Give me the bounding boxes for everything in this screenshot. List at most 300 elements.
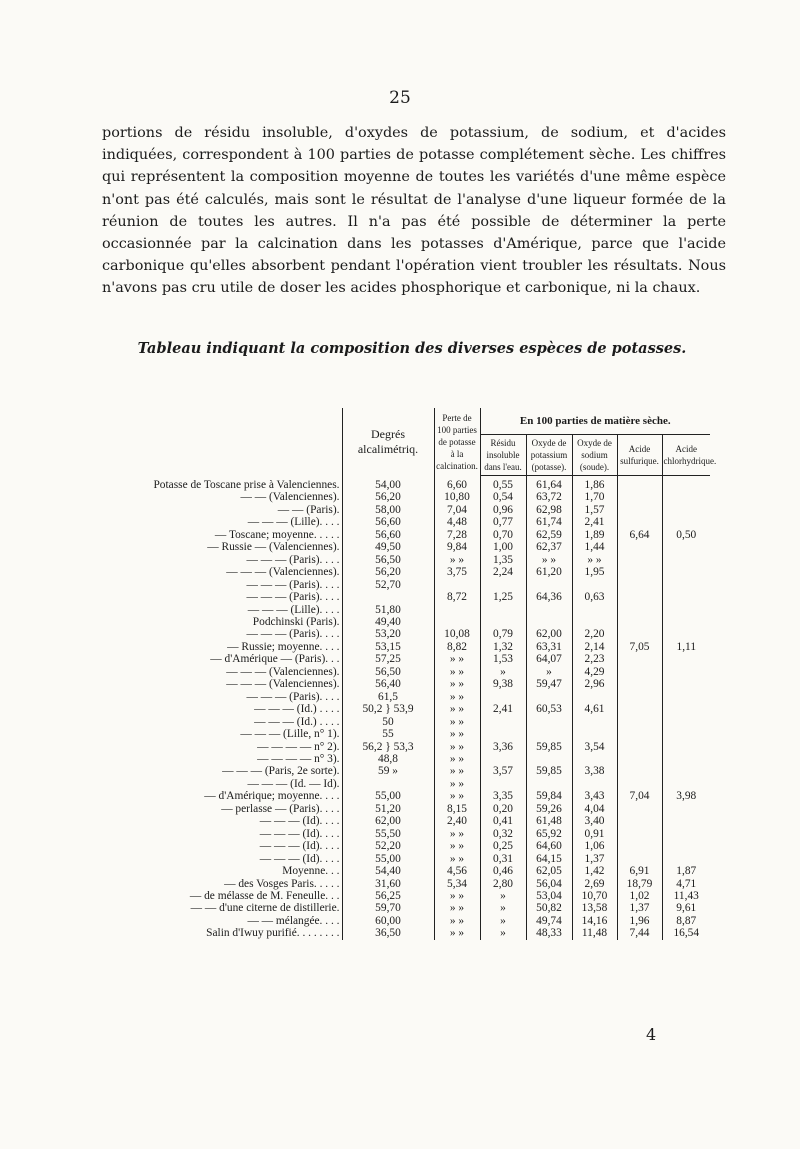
cell-oxyde-sodium: 2,14: [572, 641, 617, 653]
row-label: — — — (Id). . . .: [259, 840, 340, 853]
cell-degres: 54,40: [342, 865, 434, 877]
cell-perte: 3,75: [434, 566, 480, 578]
cell-degres: 56,40: [342, 678, 434, 690]
cell-acide-sulfurique: [617, 840, 662, 852]
cell-residu: 3,36: [480, 741, 526, 753]
cell-degres: 54,00: [342, 476, 434, 492]
cell-perte: [434, 579, 480, 591]
cell-degres: 50: [342, 716, 434, 728]
cell-residu: 1,35: [480, 554, 526, 566]
cell-acide-chlorhydrique: 0,50: [662, 529, 710, 541]
table-row: [105, 516, 710, 528]
row-label: — — — (Id). . . .: [259, 827, 340, 840]
cell-oxyde-sodium: 14,16: [572, 915, 617, 927]
cell-perte: » »: [434, 753, 480, 765]
cell-oxyde-sodium: 1,06: [572, 840, 617, 852]
cell-degres: 56,20: [342, 566, 434, 578]
table-row: [105, 865, 710, 877]
cell-acide-sulfurique: [617, 803, 662, 815]
cell-perte: » »: [434, 653, 480, 665]
cell-perte: » »: [434, 765, 480, 777]
cell-acide-chlorhydrique: [662, 765, 710, 777]
cell-acide-chlorhydrique: [662, 803, 710, 815]
cell-degres: 58,00: [342, 504, 434, 516]
cell-perte: 8,72: [434, 591, 480, 603]
cell-oxyde-potassium: 63,72: [526, 491, 572, 503]
table-row: [105, 566, 710, 578]
header-degres: Degrés alcalimétriq.: [342, 408, 434, 476]
cell-residu: 0,20: [480, 803, 526, 815]
row-label: Podchinski (Paris).: [252, 615, 340, 628]
cell-oxyde-sodium: 1,37: [572, 853, 617, 865]
cell-acide-sulfurique: [617, 753, 662, 765]
cell-degres: 56,2 } 53,3: [342, 741, 434, 753]
cell-degres: 62,00: [342, 815, 434, 827]
cell-oxyde-potassium: 64,60: [526, 840, 572, 852]
cell-acide-sulfurique: 1,37: [617, 902, 662, 914]
cell-residu: »: [480, 902, 526, 914]
cell-acide-sulfurique: [617, 828, 662, 840]
cell-perte: 9,84: [434, 541, 480, 553]
cell-residu: [480, 579, 526, 591]
cell-degres: 52,70: [342, 579, 434, 591]
cell-residu: 0,25: [480, 840, 526, 852]
cell-acide-chlorhydrique: [662, 666, 710, 678]
cell-perte: 7,04: [434, 504, 480, 516]
cell-perte: 5,34: [434, 878, 480, 890]
cell-degres: 36,50: [342, 927, 434, 939]
cell-degres: 59,70: [342, 902, 434, 914]
table-title: Tableau indiquant la composition des diverses espèces de potasses.: [137, 340, 687, 357]
row-label: Potasse de Toscane prise à Valenciennes.: [153, 479, 340, 491]
table-row: [105, 616, 710, 628]
cell-acide-chlorhydrique: 16,54: [662, 927, 710, 939]
row-label: — — — (Id.) . . . .: [254, 703, 340, 716]
cell-perte: 8,82: [434, 641, 480, 653]
row-label: — — — — n° 3).: [257, 752, 340, 765]
cell-oxyde-potassium: [526, 691, 572, 703]
cell-degres: 48,8: [342, 753, 434, 765]
cell-oxyde-potassium: 59,47: [526, 678, 572, 690]
cell-oxyde-sodium: 1,44: [572, 541, 617, 553]
cell-residu: 1,25: [480, 591, 526, 603]
cell-oxyde-potassium: [526, 616, 572, 628]
cell-residu: 1,53: [480, 653, 526, 665]
row-label: — — — (Id. — Id).: [247, 777, 340, 790]
cell-perte: 2,40: [434, 815, 480, 827]
cell-oxyde-sodium: 4,61: [572, 703, 617, 715]
table-row: [105, 927, 710, 939]
row-label: — Russie — (Valenciennes).: [207, 541, 340, 554]
table-row: [105, 790, 710, 802]
row-label: — — — (Id). . . .: [259, 815, 340, 828]
cell-oxyde-sodium: 4,29: [572, 666, 617, 678]
row-label: — Russie; moyenne. . . .: [227, 640, 340, 653]
cell-oxyde-sodium: [572, 604, 617, 616]
header-oxyde-potassium: Oxyde de potassium (potasse).: [526, 435, 572, 476]
cell-residu: [480, 616, 526, 628]
header-oxyde-sodium: Oxyde de sodium (soude).: [572, 435, 617, 476]
cell-degres: 51,20: [342, 803, 434, 815]
row-label: — — (Valenciennes).: [240, 491, 340, 504]
cell-oxyde-sodium: 11,48: [572, 927, 617, 939]
cell-acide-sulfurique: [617, 579, 662, 591]
cell-acide-sulfurique: 6,64: [617, 529, 662, 541]
cell-residu: 0,70: [480, 529, 526, 541]
row-label: — — — (Valenciennes).: [226, 566, 340, 579]
folio: 4: [646, 1025, 657, 1044]
row-label: — perlasse — (Paris). . . .: [221, 802, 340, 815]
table-row: [105, 803, 710, 815]
cell-acide-sulfurique: [617, 591, 662, 603]
cell-oxyde-sodium: 13,58: [572, 902, 617, 914]
table-row: [105, 604, 710, 616]
cell-degres: 49,40: [342, 616, 434, 628]
cell-perte: » »: [434, 828, 480, 840]
cell-oxyde-sodium: 0,63: [572, 591, 617, 603]
label-header-blank: [105, 408, 342, 476]
cell-oxyde-sodium: 10,70: [572, 890, 617, 902]
cell-oxyde-sodium: 0,91: [572, 828, 617, 840]
cell-oxyde-sodium: [572, 728, 617, 740]
cell-acide-sulfurique: 1,96: [617, 915, 662, 927]
cell-oxyde-sodium: [572, 778, 617, 790]
table-row: [105, 529, 710, 541]
table-row: [105, 703, 710, 715]
header-perte: Perte de 100 parties de potasse à la calcination.: [434, 408, 480, 476]
cell-residu: 9,38: [480, 678, 526, 690]
cell-acide-sulfurique: 7,05: [617, 641, 662, 653]
cell-acide-sulfurique: [617, 741, 662, 753]
table-row: [105, 765, 710, 777]
row-label: — — — (Paris). . . .: [246, 690, 340, 703]
cell-residu: 2,80: [480, 878, 526, 890]
cell-degres: 49,50: [342, 541, 434, 553]
cell-acide-sulfurique: [617, 604, 662, 616]
cell-degres: 56,25: [342, 890, 434, 902]
row-label: — — d'une citerne de distillerie.: [190, 902, 340, 915]
cell-acide-sulfurique: [617, 541, 662, 553]
table-row: [105, 828, 710, 840]
cell-degres: 56,60: [342, 516, 434, 528]
cell-acide-sulfurique: [617, 815, 662, 827]
cell-perte: 4,56: [434, 865, 480, 877]
cell-oxyde-potassium: 59,85: [526, 741, 572, 753]
cell-degres: 53,15: [342, 641, 434, 653]
cell-acide-chlorhydrique: [662, 579, 710, 591]
cell-oxyde-potassium: 65,92: [526, 828, 572, 840]
row-label: — — — (Paris, 2e sorte).: [222, 765, 340, 778]
header-group: En 100 parties de matière sèche.: [480, 408, 710, 435]
cell-degres: [342, 778, 434, 790]
cell-acide-chlorhydrique: [662, 604, 710, 616]
cell-residu: »: [480, 927, 526, 939]
cell-degres: 57,25: [342, 653, 434, 665]
row-label: — — — (Lille). . . .: [247, 516, 340, 529]
cell-oxyde-potassium: 59,26: [526, 803, 572, 815]
cell-acide-sulfurique: [617, 678, 662, 690]
row-label: — d'Amérique — (Paris). . .: [210, 653, 340, 666]
cell-perte: » »: [434, 927, 480, 939]
table-row: [105, 840, 710, 852]
cell-oxyde-potassium: 50,82: [526, 902, 572, 914]
cell-oxyde-potassium: 63,31: [526, 641, 572, 653]
cell-acide-sulfurique: [617, 566, 662, 578]
cell-degres: 52,20: [342, 840, 434, 852]
cell-acide-chlorhydrique: [662, 678, 710, 690]
cell-oxyde-potassium: [526, 778, 572, 790]
cell-degres: 56,20: [342, 491, 434, 503]
cell-oxyde-potassium: 62,05: [526, 865, 572, 877]
row-label: — — — (Id). . . .: [259, 852, 340, 865]
cell-acide-chlorhydrique: [662, 691, 710, 703]
row-label: — Toscane; moyenne. . . . .: [214, 528, 340, 541]
cell-acide-sulfurique: [617, 504, 662, 516]
cell-perte: » »: [434, 853, 480, 865]
table-row: [105, 666, 710, 678]
cell-perte: » »: [434, 902, 480, 914]
cell-residu: 3,57: [480, 765, 526, 777]
cell-oxyde-potassium: 64,07: [526, 653, 572, 665]
header-acide-chlorhydrique: Acide chlorhydrique.: [662, 435, 710, 476]
cell-oxyde-sodium: [572, 716, 617, 728]
table-row: [105, 853, 710, 865]
body-paragraph: portions de résidu insoluble, d'oxydes de potassium, de sodium, et d'acides indiquées, correspondent à 100 parties de potasse complétement sèche. Les chiffres qui représentent la composition moyenne de toutes les variétés d'une même espèce n'ont pas été calculés, mais sont le résultat de l'analyse d'une liqueur formée de la réunion de toutes les autres. Il n'a pas été possible de déterminer la perte occasionnée par la calcination dans les potasses d'Amérique, parce que l'acide carbonique qu'elles absorbent pendant l'opération vient troubler les résultats. Nous n'avons pas cru utile de doser les acides phosphorique et carbonique, ni la chaux.: [102, 125, 726, 297]
cell-oxyde-potassium: 62,59: [526, 529, 572, 541]
table-row: [105, 579, 710, 591]
cell-oxyde-sodium: 3,54: [572, 741, 617, 753]
cell-oxyde-sodium: 1,95: [572, 566, 617, 578]
cell-acide-sulfurique: [617, 765, 662, 777]
cell-perte: » »: [434, 666, 480, 678]
cell-oxyde-potassium: 64,15: [526, 853, 572, 865]
cell-acide-chlorhydrique: [662, 653, 710, 665]
cell-acide-sulfurique: 6,91: [617, 865, 662, 877]
cell-residu: »: [480, 666, 526, 678]
cell-oxyde-sodium: 2,96: [572, 678, 617, 690]
cell-oxyde-potassium: 61,20: [526, 566, 572, 578]
table-row: [105, 476, 710, 492]
cell-residu: [480, 604, 526, 616]
cell-perte: » »: [434, 915, 480, 927]
cell-acide-chlorhydrique: 11,43: [662, 890, 710, 902]
cell-residu: 1,32: [480, 641, 526, 653]
cell-oxyde-sodium: 1,42: [572, 865, 617, 877]
cell-acide-sulfurique: [617, 716, 662, 728]
cell-acide-chlorhydrique: [662, 778, 710, 790]
table-body: [105, 476, 710, 940]
cell-acide-sulfurique: [617, 628, 662, 640]
row-label: — — (Paris).: [277, 503, 340, 516]
cell-acide-sulfurique: [617, 516, 662, 528]
cell-oxyde-sodium: [572, 691, 617, 703]
cell-acide-chlorhydrique: [662, 753, 710, 765]
table-row: [105, 641, 710, 653]
cell-perte: [434, 604, 480, 616]
cell-oxyde-potassium: [526, 728, 572, 740]
cell-acide-chlorhydrique: [662, 628, 710, 640]
table-row: [105, 678, 710, 690]
cell-degres: 51,80: [342, 604, 434, 616]
cell-acide-chlorhydrique: 1,11: [662, 641, 710, 653]
cell-acide-chlorhydrique: [662, 616, 710, 628]
cell-oxyde-potassium: » »: [526, 554, 572, 566]
cell-oxyde-potassium: [526, 716, 572, 728]
row-label: Salin d'Iwuy purifié. . . . . . . .: [206, 927, 340, 940]
cell-degres: 55,50: [342, 828, 434, 840]
cell-acide-chlorhydrique: [662, 815, 710, 827]
cell-degres: 55,00: [342, 790, 434, 802]
cell-acide-chlorhydrique: [662, 566, 710, 578]
table-row: [105, 902, 710, 914]
cell-perte: » »: [434, 703, 480, 715]
cell-acide-sulfurique: 7,04: [617, 790, 662, 802]
table-row: [105, 716, 710, 728]
cell-oxyde-sodium: » »: [572, 554, 617, 566]
row-label: — — — — n° 2).: [257, 740, 340, 753]
cell-residu: 0,77: [480, 516, 526, 528]
cell-acide-chlorhydrique: [662, 476, 710, 492]
cell-residu: 0,46: [480, 865, 526, 877]
cell-acide-sulfurique: 7,44: [617, 927, 662, 939]
table-row: [105, 491, 710, 503]
cell-degres: 31,60: [342, 878, 434, 890]
cell-acide-chlorhydrique: 8,87: [662, 915, 710, 927]
table-row: [105, 653, 710, 665]
cell-oxyde-potassium: 61,64: [526, 476, 572, 492]
cell-residu: 0,32: [480, 828, 526, 840]
cell-acide-chlorhydrique: 4,71: [662, 878, 710, 890]
cell-oxyde-potassium: 64,36: [526, 591, 572, 603]
cell-perte: » »: [434, 741, 480, 753]
cell-residu: »: [480, 915, 526, 927]
cell-degres: 56,50: [342, 666, 434, 678]
cell-acide-sulfurique: [617, 554, 662, 566]
cell-oxyde-sodium: 3,43: [572, 790, 617, 802]
cell-oxyde-sodium: 2,69: [572, 878, 617, 890]
cell-residu: 0,55: [480, 476, 526, 492]
cell-degres: 56,60: [342, 529, 434, 541]
cell-oxyde-sodium: [572, 616, 617, 628]
cell-oxyde-sodium: 2,41: [572, 516, 617, 528]
cell-acide-chlorhydrique: 3,98: [662, 790, 710, 802]
cell-perte: 6,60: [434, 476, 480, 492]
cell-oxyde-potassium: »: [526, 666, 572, 678]
row-label: — — — (Paris). . . .: [246, 553, 340, 566]
cell-oxyde-potassium: 49,74: [526, 915, 572, 927]
cell-degres: 55,00: [342, 853, 434, 865]
cell-residu: 0,54: [480, 491, 526, 503]
cell-perte: 10,80: [434, 491, 480, 503]
cell-acide-sulfurique: 1,02: [617, 890, 662, 902]
cell-perte: » »: [434, 840, 480, 852]
table-row: [105, 878, 710, 890]
cell-oxyde-sodium: 2,20: [572, 628, 617, 640]
cell-acide-chlorhydrique: [662, 716, 710, 728]
cell-oxyde-potassium: [526, 753, 572, 765]
cell-acide-sulfurique: [617, 853, 662, 865]
cell-perte: » »: [434, 778, 480, 790]
cell-degres: 61,5: [342, 691, 434, 703]
cell-residu: [480, 753, 526, 765]
cell-oxyde-sodium: 4,04: [572, 803, 617, 815]
cell-acide-chlorhydrique: [662, 516, 710, 528]
cell-acide-chlorhydrique: 9,61: [662, 902, 710, 914]
cell-oxyde-potassium: 56,04: [526, 878, 572, 890]
cell-degres: 53,20: [342, 628, 434, 640]
row-label: — — — (Lille). . . .: [247, 603, 340, 616]
cell-acide-sulfurique: [617, 491, 662, 503]
page-number: 25: [389, 88, 411, 108]
cell-perte: 4,48: [434, 516, 480, 528]
potash-composition-table: [105, 408, 717, 940]
cell-acide-sulfurique: [617, 778, 662, 790]
cell-perte: » »: [434, 890, 480, 902]
cell-acide-sulfurique: [617, 728, 662, 740]
row-label: — — — (Id.) . . . .: [254, 715, 340, 728]
cell-oxyde-potassium: 59,84: [526, 790, 572, 802]
cell-residu: »: [480, 890, 526, 902]
cell-oxyde-potassium: 62,00: [526, 628, 572, 640]
table-row: [105, 915, 710, 927]
cell-oxyde-potassium: 59,85: [526, 765, 572, 777]
row-label: — — — (Valenciennes).: [226, 678, 340, 691]
cell-degres: [342, 591, 434, 603]
row-label: — — — (Paris). . . .: [246, 578, 340, 591]
header-acide-sulfurique: Acide sulfurique.: [617, 435, 662, 476]
cell-residu: 3,35: [480, 790, 526, 802]
row-label: — des Vosges Paris. . . . .: [224, 877, 340, 890]
cell-residu: 2,41: [480, 703, 526, 715]
cell-acide-sulfurique: [617, 616, 662, 628]
cell-perte: » »: [434, 554, 480, 566]
table-row: [105, 741, 710, 753]
cell-oxyde-sodium: [572, 579, 617, 591]
cell-perte: » »: [434, 691, 480, 703]
row-label: — — — (Paris). . . .: [246, 628, 340, 641]
cell-perte: » »: [434, 716, 480, 728]
table-row: [105, 504, 710, 516]
cell-acide-sulfurique: 18,79: [617, 878, 662, 890]
table-row: [105, 554, 710, 566]
cell-residu: 2,24: [480, 566, 526, 578]
cell-acide-sulfurique: [617, 703, 662, 715]
cell-perte: » »: [434, 728, 480, 740]
cell-oxyde-sodium: 3,40: [572, 815, 617, 827]
cell-perte: 7,28: [434, 529, 480, 541]
row-label: Moyenne. . .: [282, 865, 340, 878]
row-label: — — mélangée. . . .: [247, 914, 340, 927]
table-row: [105, 778, 710, 790]
header-residu: Résidu insoluble dans l'eau.: [480, 435, 526, 476]
cell-acide-sulfurique: [617, 476, 662, 492]
cell-oxyde-potassium: [526, 604, 572, 616]
cell-perte: » »: [434, 790, 480, 802]
cell-acide-sulfurique: [617, 691, 662, 703]
cell-residu: [480, 691, 526, 703]
table-row: [105, 628, 710, 640]
cell-degres: 55: [342, 728, 434, 740]
row-label: — — — (Lille, n° 1).: [240, 728, 340, 741]
cell-acide-chlorhydrique: [662, 591, 710, 603]
cell-residu: [480, 728, 526, 740]
cell-oxyde-potassium: 62,37: [526, 541, 572, 553]
cell-oxyde-potassium: 53,04: [526, 890, 572, 902]
cell-degres: 60,00: [342, 915, 434, 927]
cell-oxyde-sodium: 2,23: [572, 653, 617, 665]
cell-acide-chlorhydrique: [662, 741, 710, 753]
table-row: [105, 728, 710, 740]
